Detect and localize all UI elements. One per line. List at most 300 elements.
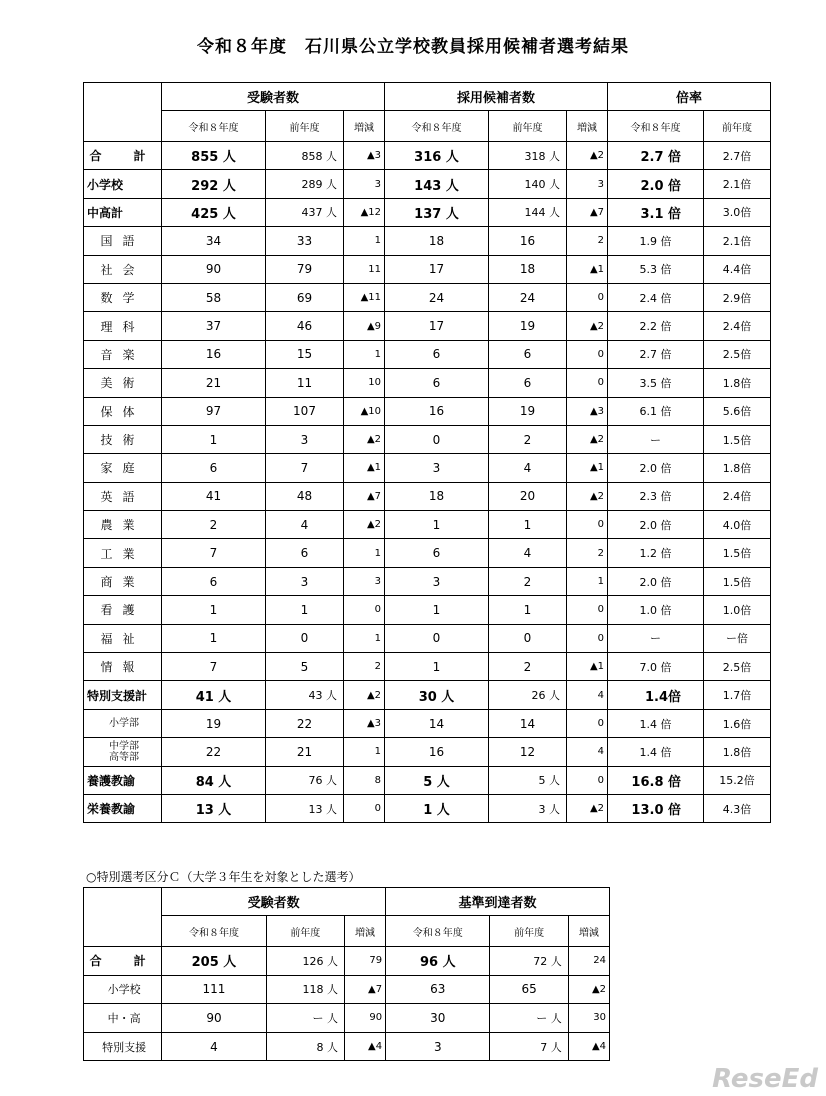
change-cell: 24 xyxy=(568,947,609,976)
prev-ratio-cell: 1.5倍 xyxy=(704,539,771,567)
row-label: 中・高 xyxy=(84,1004,162,1033)
prev-value-cell: 21 xyxy=(266,738,344,766)
value-cell: 316 人 xyxy=(385,142,489,170)
ratio-cell: 1.4 倍 xyxy=(608,738,704,766)
value-cell: 21 xyxy=(162,369,266,397)
change-cell: 0 xyxy=(567,511,608,539)
change-cell: ▲4 xyxy=(568,1032,609,1061)
prev-value-cell: ー 人 xyxy=(266,1004,344,1033)
row-label: 看護 xyxy=(84,596,162,624)
prev-value-cell: 48 xyxy=(266,482,344,510)
table-row xyxy=(84,794,771,822)
header-ratio: 倍率 xyxy=(608,83,771,111)
value-cell: 3 xyxy=(385,567,489,595)
prev-value-cell: 6 xyxy=(489,340,567,368)
prev-ratio-cell: 1.8倍 xyxy=(704,369,771,397)
prev-value-cell: 1 xyxy=(489,511,567,539)
change-cell: 4 xyxy=(567,738,608,766)
table-row xyxy=(84,227,771,255)
prev-ratio-cell: 4.3倍 xyxy=(704,794,771,822)
ratio-cell: 1.4 倍 xyxy=(608,709,704,737)
table-row xyxy=(84,397,771,425)
change-cell: 4 xyxy=(567,681,608,709)
row-label: 理科 xyxy=(84,312,162,340)
value-cell: 34 xyxy=(162,227,266,255)
prev-value-cell: 24 xyxy=(489,283,567,311)
row-label: 養護教諭 xyxy=(84,766,162,794)
table-row xyxy=(84,312,771,340)
sub-header: 令和８年度 xyxy=(162,111,266,142)
sub-header: 令和８年度 xyxy=(385,111,489,142)
row-label: 小学部 xyxy=(84,709,162,737)
row-label: 保体 xyxy=(84,397,162,425)
value-cell: 0 xyxy=(385,624,489,652)
prev-value-cell: 3 xyxy=(266,567,344,595)
value-cell: 22 xyxy=(162,738,266,766)
change-cell: ▲7 xyxy=(344,482,385,510)
value-cell: 17 xyxy=(385,255,489,283)
row-label: 工業 xyxy=(84,539,162,567)
value-cell: 7 xyxy=(162,653,266,681)
prev-ratio-cell: 1.5倍 xyxy=(704,425,771,453)
table-row xyxy=(84,283,771,311)
value-cell: 425 人 xyxy=(162,198,266,226)
change-cell: 2 xyxy=(344,653,385,681)
prev-value-cell: 11 xyxy=(266,369,344,397)
ratio-cell: 3.5 倍 xyxy=(608,369,704,397)
prev-ratio-cell: 2.5倍 xyxy=(704,653,771,681)
row-label: 中高計 xyxy=(84,198,162,226)
ratio-cell: 1.2 倍 xyxy=(608,539,704,567)
value-cell: 16 xyxy=(162,340,266,368)
change-cell: 0 xyxy=(344,794,385,822)
prev-value-cell: 3 xyxy=(266,425,344,453)
prev-value-cell: 18 xyxy=(489,255,567,283)
prev-ratio-cell: 2.9倍 xyxy=(704,283,771,311)
value-cell: 41 xyxy=(162,482,266,510)
value-cell: 3 xyxy=(386,1032,490,1061)
prev-value-cell: 1 xyxy=(489,596,567,624)
corner-cell xyxy=(84,83,162,142)
value-cell: 84 人 xyxy=(162,766,266,794)
value-cell: 1 xyxy=(385,596,489,624)
value-cell: 137 人 xyxy=(385,198,489,226)
value-cell: 13 人 xyxy=(162,794,266,822)
change-cell: ▲2 xyxy=(567,142,608,170)
value-cell: 6 xyxy=(385,369,489,397)
prev-value-cell: 15 xyxy=(266,340,344,368)
table-row xyxy=(84,596,771,624)
table-row xyxy=(84,947,610,976)
prev-value-cell: 118 人 xyxy=(266,975,344,1004)
prev-ratio-cell: 5.6倍 xyxy=(704,397,771,425)
table-row xyxy=(84,482,771,510)
prev-value-cell: 6 xyxy=(266,539,344,567)
change-cell: 0 xyxy=(567,766,608,794)
change-cell: 3 xyxy=(344,567,385,595)
change-cell: ▲9 xyxy=(344,312,385,340)
prev-ratio-cell: 1.0倍 xyxy=(704,596,771,624)
ratio-cell: 1.4倍 xyxy=(608,681,704,709)
change-cell: 2 xyxy=(567,539,608,567)
change-cell: ▲12 xyxy=(344,198,385,226)
value-cell: 58 xyxy=(162,283,266,311)
prev-value-cell: 43 人 xyxy=(266,681,344,709)
value-cell: 2 xyxy=(162,511,266,539)
prev-ratio-cell: 2.1倍 xyxy=(704,227,771,255)
ratio-cell: 7.0 倍 xyxy=(608,653,704,681)
table-row xyxy=(84,653,771,681)
results-table xyxy=(83,82,771,823)
change-cell: 0 xyxy=(344,596,385,624)
row-label: 合 計 xyxy=(84,947,162,976)
row-label: 社会 xyxy=(84,255,162,283)
prev-value-cell: 1 xyxy=(266,596,344,624)
prev-ratio-cell: 1.7倍 xyxy=(704,681,771,709)
ratio-cell: 3.1 倍 xyxy=(608,198,704,226)
prev-ratio-cell: 2.5倍 xyxy=(704,340,771,368)
prev-ratio-cell: 4.0倍 xyxy=(704,511,771,539)
value-cell: 6 xyxy=(385,340,489,368)
prev-value-cell: 22 xyxy=(266,709,344,737)
ratio-cell: 2.0 倍 xyxy=(608,567,704,595)
prev-ratio-cell: 3.0倍 xyxy=(704,198,771,226)
change-cell: ▲1 xyxy=(567,255,608,283)
table-row xyxy=(84,255,771,283)
corner-cell xyxy=(84,888,162,947)
table-row xyxy=(84,454,771,482)
row-label: 美術 xyxy=(84,369,162,397)
value-cell: 6 xyxy=(162,454,266,482)
change-cell: ▲10 xyxy=(344,397,385,425)
value-cell: 14 xyxy=(385,709,489,737)
special-table xyxy=(83,887,610,1061)
value-cell: 30 人 xyxy=(385,681,489,709)
prev-ratio-cell: 2.7倍 xyxy=(704,142,771,170)
value-cell: 1 xyxy=(162,425,266,453)
prev-value-cell: 107 xyxy=(266,397,344,425)
change-cell: 1 xyxy=(344,340,385,368)
value-cell: 96 人 xyxy=(386,947,490,976)
header-candidates: 採用候補者数 xyxy=(385,83,608,111)
prev-value-cell: ー 人 xyxy=(490,1004,568,1033)
row-label: 特別支援計 xyxy=(84,681,162,709)
change-cell: 10 xyxy=(344,369,385,397)
sub-header: 前年度 xyxy=(266,916,344,947)
change-cell: 0 xyxy=(567,709,608,737)
row-label: 福祉 xyxy=(84,624,162,652)
ratio-cell: ー xyxy=(608,624,704,652)
change-cell: 0 xyxy=(567,369,608,397)
table-row xyxy=(84,766,771,794)
prev-value-cell: 4 xyxy=(489,539,567,567)
row-label: 栄養教諭 xyxy=(84,794,162,822)
change-cell: 1 xyxy=(344,738,385,766)
change-cell: ▲3 xyxy=(344,709,385,737)
row-label: 小学校 xyxy=(84,975,162,1004)
change-cell: ▲3 xyxy=(567,397,608,425)
ratio-cell: 2.4 倍 xyxy=(608,283,704,311)
row-label: 中学部 高等部 xyxy=(84,738,162,766)
value-cell: 5 人 xyxy=(385,766,489,794)
table-row xyxy=(84,975,610,1004)
prev-ratio-cell: 15.2倍 xyxy=(704,766,771,794)
change-cell: ▲2 xyxy=(344,681,385,709)
table-row xyxy=(84,142,771,170)
value-cell: 17 xyxy=(385,312,489,340)
ratio-cell: 2.7 倍 xyxy=(608,142,704,170)
sub-header: 増減 xyxy=(344,111,385,142)
prev-value-cell: 140 人 xyxy=(489,170,567,198)
prev-value-cell: 26 人 xyxy=(489,681,567,709)
row-label: 技術 xyxy=(84,425,162,453)
ratio-cell: 2.0 倍 xyxy=(608,511,704,539)
ratio-cell: 1.9 倍 xyxy=(608,227,704,255)
row-label: 情報 xyxy=(84,653,162,681)
prev-value-cell: 20 xyxy=(489,482,567,510)
value-cell: 6 xyxy=(162,567,266,595)
change-cell: 1 xyxy=(344,539,385,567)
prev-value-cell: 12 xyxy=(489,738,567,766)
value-cell: 63 xyxy=(386,975,490,1004)
table-row xyxy=(84,198,771,226)
ratio-cell: 2.0 倍 xyxy=(608,170,704,198)
value-cell: 1 xyxy=(162,596,266,624)
sub-header: 前年度 xyxy=(266,111,344,142)
prev-value-cell: 19 xyxy=(489,397,567,425)
prev-value-cell: 65 xyxy=(490,975,568,1004)
prev-ratio-cell: ー倍 xyxy=(704,624,771,652)
value-cell: 3 xyxy=(385,454,489,482)
value-cell: 7 xyxy=(162,539,266,567)
change-cell: ▲1 xyxy=(567,653,608,681)
prev-value-cell: 2 xyxy=(489,567,567,595)
row-label: 特別支援 xyxy=(84,1032,162,1061)
sub-header: 増減 xyxy=(568,916,609,947)
prev-value-cell: 144 人 xyxy=(489,198,567,226)
ratio-cell: 6.1 倍 xyxy=(608,397,704,425)
table-row xyxy=(84,624,771,652)
ratio-cell: 16.8 倍 xyxy=(608,766,704,794)
ratio-cell: 5.3 倍 xyxy=(608,255,704,283)
change-cell: 0 xyxy=(567,596,608,624)
table-row xyxy=(84,567,771,595)
prev-ratio-cell: 1.8倍 xyxy=(704,454,771,482)
prev-value-cell: 6 xyxy=(489,369,567,397)
prev-value-cell: 318 人 xyxy=(489,142,567,170)
change-cell: ▲3 xyxy=(344,142,385,170)
sub-header: 前年度 xyxy=(704,111,771,142)
special-body xyxy=(84,947,610,1061)
value-cell: 19 xyxy=(162,709,266,737)
table-row xyxy=(84,1032,610,1061)
change-cell: 90 xyxy=(344,1004,385,1033)
value-cell: 16 xyxy=(385,738,489,766)
value-cell: 6 xyxy=(385,539,489,567)
change-cell: ▲2 xyxy=(567,312,608,340)
page-title: 令和８年度 石川県公立学校教員採用候補者選考結果 xyxy=(197,37,629,57)
sub-header: 増減 xyxy=(567,111,608,142)
prev-value-cell: 126 人 xyxy=(266,947,344,976)
prev-value-cell: 46 xyxy=(266,312,344,340)
change-cell: 1 xyxy=(344,227,385,255)
value-cell: 1 xyxy=(162,624,266,652)
prev-value-cell: 79 xyxy=(266,255,344,283)
row-label: 農業 xyxy=(84,511,162,539)
row-label: 小学校 xyxy=(84,170,162,198)
prev-value-cell: 4 xyxy=(266,511,344,539)
value-cell: 1 xyxy=(385,653,489,681)
sub-header: 前年度 xyxy=(489,111,567,142)
value-cell: 1 xyxy=(385,511,489,539)
value-cell: 16 xyxy=(385,397,489,425)
prev-ratio-cell: 2.4倍 xyxy=(704,312,771,340)
change-cell: ▲2 xyxy=(567,425,608,453)
change-cell: 11 xyxy=(344,255,385,283)
prev-value-cell: 4 xyxy=(489,454,567,482)
table-row xyxy=(84,425,771,453)
value-cell: 30 xyxy=(386,1004,490,1033)
change-cell: 3 xyxy=(567,170,608,198)
sub-header: 令和８年度 xyxy=(608,111,704,142)
prev-ratio-cell: 2.4倍 xyxy=(704,482,771,510)
change-cell: ▲4 xyxy=(344,1032,385,1061)
value-cell: 1 人 xyxy=(385,794,489,822)
change-cell: 8 xyxy=(344,766,385,794)
sub-header: 前年度 xyxy=(490,916,568,947)
table-row xyxy=(84,709,771,737)
prev-value-cell: 16 xyxy=(489,227,567,255)
prev-ratio-cell: 2.1倍 xyxy=(704,170,771,198)
watermark-logo: ReseEd xyxy=(712,1064,818,1094)
table-row xyxy=(84,511,771,539)
special-section-title: ○特別選考区分Ｃ（大学３年生を対象とした選考） xyxy=(86,870,361,884)
ratio-cell: ー xyxy=(608,425,704,453)
change-cell: 0 xyxy=(567,340,608,368)
change-cell: ▲2 xyxy=(344,511,385,539)
change-cell: ▲11 xyxy=(344,283,385,311)
change-cell: ▲2 xyxy=(344,425,385,453)
sub-header: 令和８年度 xyxy=(386,916,490,947)
change-cell: 2 xyxy=(567,227,608,255)
prev-value-cell: 7 人 xyxy=(490,1032,568,1061)
value-cell: 4 xyxy=(162,1032,266,1061)
sub-header: 令和８年度 xyxy=(162,916,266,947)
table-row xyxy=(84,738,771,766)
change-cell: 1 xyxy=(567,567,608,595)
results-body xyxy=(84,142,771,823)
change-cell: 0 xyxy=(567,624,608,652)
prev-value-cell: 2 xyxy=(489,653,567,681)
change-cell: ▲1 xyxy=(567,454,608,482)
prev-value-cell: 0 xyxy=(489,624,567,652)
sub-header: 増減 xyxy=(344,916,385,947)
prev-value-cell: 13 人 xyxy=(266,794,344,822)
ratio-cell: 2.3 倍 xyxy=(608,482,704,510)
value-cell: 143 人 xyxy=(385,170,489,198)
header-applicants: 受験者数 xyxy=(162,888,386,916)
value-cell: 90 xyxy=(162,1004,266,1033)
value-cell: 37 xyxy=(162,312,266,340)
prev-value-cell: 3 人 xyxy=(489,794,567,822)
prev-value-cell: 0 xyxy=(266,624,344,652)
ratio-cell: 2.7 倍 xyxy=(608,340,704,368)
value-cell: 41 人 xyxy=(162,681,266,709)
row-label: 合 計 xyxy=(84,142,162,170)
table-row xyxy=(84,681,771,709)
prev-value-cell: 8 人 xyxy=(266,1032,344,1061)
value-cell: 205 人 xyxy=(162,947,266,976)
prev-value-cell: 69 xyxy=(266,283,344,311)
prev-value-cell: 289 人 xyxy=(266,170,344,198)
prev-value-cell: 19 xyxy=(489,312,567,340)
table-row xyxy=(84,539,771,567)
change-cell: 79 xyxy=(344,947,385,976)
value-cell: 0 xyxy=(385,425,489,453)
prev-ratio-cell: 1.8倍 xyxy=(704,738,771,766)
prev-value-cell: 33 xyxy=(266,227,344,255)
prev-ratio-cell: 4.4倍 xyxy=(704,255,771,283)
change-cell: ▲1 xyxy=(344,454,385,482)
row-label: 商業 xyxy=(84,567,162,595)
value-cell: 855 人 xyxy=(162,142,266,170)
change-cell: ▲7 xyxy=(567,198,608,226)
ratio-cell: 1.0 倍 xyxy=(608,596,704,624)
row-label: 音楽 xyxy=(84,340,162,368)
prev-ratio-cell: 1.5倍 xyxy=(704,567,771,595)
prev-value-cell: 76 人 xyxy=(266,766,344,794)
prev-ratio-cell: 1.6倍 xyxy=(704,709,771,737)
change-cell: ▲7 xyxy=(344,975,385,1004)
value-cell: 111 xyxy=(162,975,266,1004)
ratio-cell: 2.2 倍 xyxy=(608,312,704,340)
change-cell: ▲2 xyxy=(567,794,608,822)
value-cell: 18 xyxy=(385,227,489,255)
prev-value-cell: 858 人 xyxy=(266,142,344,170)
table-row xyxy=(84,170,771,198)
row-label: 数学 xyxy=(84,283,162,311)
header-qualified: 基準到達者数 xyxy=(386,888,610,916)
header-applicants: 受験者数 xyxy=(162,83,385,111)
table-row xyxy=(84,1004,610,1033)
value-cell: 90 xyxy=(162,255,266,283)
ratio-cell: 2.0 倍 xyxy=(608,454,704,482)
prev-value-cell: 437 人 xyxy=(266,198,344,226)
row-label: 国語 xyxy=(84,227,162,255)
row-label: 英語 xyxy=(84,482,162,510)
change-cell: 1 xyxy=(344,624,385,652)
change-cell: ▲2 xyxy=(568,975,609,1004)
prev-value-cell: 7 xyxy=(266,454,344,482)
change-cell: ▲2 xyxy=(567,482,608,510)
value-cell: 97 xyxy=(162,397,266,425)
value-cell: 18 xyxy=(385,482,489,510)
table-row xyxy=(84,340,771,368)
value-cell: 24 xyxy=(385,283,489,311)
row-label: 家庭 xyxy=(84,454,162,482)
prev-value-cell: 5 xyxy=(266,653,344,681)
prev-value-cell: 14 xyxy=(489,709,567,737)
change-cell: 3 xyxy=(344,170,385,198)
prev-value-cell: 72 人 xyxy=(490,947,568,976)
ratio-cell: 13.0 倍 xyxy=(608,794,704,822)
value-cell: 292 人 xyxy=(162,170,266,198)
prev-value-cell: 5 人 xyxy=(489,766,567,794)
prev-value-cell: 2 xyxy=(489,425,567,453)
change-cell: 0 xyxy=(567,283,608,311)
change-cell: 30 xyxy=(568,1004,609,1033)
table-row xyxy=(84,369,771,397)
